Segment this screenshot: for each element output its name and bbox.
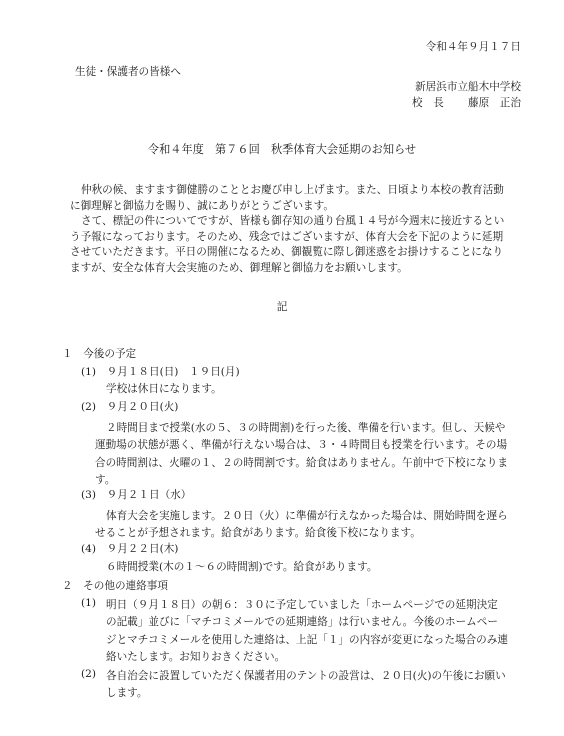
schedule-item-4-detail: ６時間授業(木の１～６の時間割)です。給食があります。 xyxy=(106,561,378,573)
intro-paragraph-1: 仲秋の候、ますます御健勝のこととお慶び申し上げます。また、日頃より本校の教育活動に御理解と御協力を賜り、誠にありがとうございます。 xyxy=(70,184,504,212)
schedule-item-4-label: (4) ９月２２日(木) xyxy=(81,543,179,555)
section-1-heading: １ 今後の予定 xyxy=(62,348,137,360)
intro-paragraph-2: さて、標記の件についてですが、皆様も御存知の通り台風１４号が今週末に接近するという予報になっております。そのため、残念ではございますが、体育大会を下記のように延期させていただきます。平日の開催になるため、御観覧に際し御迷惑をお掛けすることになりますが、安全な体育大会実施のため、御理解と御協力をお願いします。 xyxy=(70,215,505,274)
document-title: 令和４年度 第７６回 秋季体育大会延期のお知らせ xyxy=(147,143,417,156)
principal-signature xyxy=(412,97,521,110)
addressee: 生徒・保護者の皆様へ xyxy=(75,66,181,78)
notice-item-2-label: (2) xyxy=(81,668,97,680)
schedule-item-2-detail: ２時間目まで授業(水の５、３の時間割)を行った後、準備を行います。但し、天候や運動場の状態が悪く、準備が行えない場合は、３・４時間目も授業を行います。その場合の時間割は、火曜の１、２の時間割です。給食はありません。午前中で下校になります。 xyxy=(95,422,508,487)
intro-text xyxy=(70,183,508,277)
schedule-item-1-detail: 学校は休日になります。 xyxy=(106,383,222,395)
principal-role: 校 長 xyxy=(412,97,444,109)
schedule-item-1-label: (1) ９月１８日(日) １９日(月) xyxy=(81,366,240,378)
schedule-item-3-label: (3) ９月２１日（水） xyxy=(81,489,192,501)
schedule-item-2-label: (2) ９月２０日(火) xyxy=(81,401,179,413)
notice-item-2-text: 各自治会に設置していただく保護者用のテントの設営は、２０日(火)の午後にお願いします。 xyxy=(106,670,506,700)
ki-heading: 記 xyxy=(276,301,288,313)
notice-item-1-label: (1) xyxy=(81,597,97,609)
section-2-heading: ２ その他の連絡事項 xyxy=(62,580,168,592)
issue-date: 令和４年９月１７日 xyxy=(425,41,521,53)
school-name: 新居浜市立船木中学校 xyxy=(415,81,521,93)
principal-name: 藤原 正治 xyxy=(468,97,521,109)
notice-item-1-text: 明日（９月１８日）の朝６：３０に予定していました「ホームページでの延期決定の記載」並びに「マチコミメールでの延期連絡」は行いません。今後のホームページとマチコミメールを使用した連絡は、上記「１」の内容が変更になった場合のみ連絡いたします。お知りおきください。 xyxy=(106,599,508,664)
schedule-item-3-detail: 体育大会を実施します。２０日（火）に準備が行えなかった場合は、開始時間を遅らせることが予想されます。給食があります。給食後下校になります。 xyxy=(95,510,508,540)
